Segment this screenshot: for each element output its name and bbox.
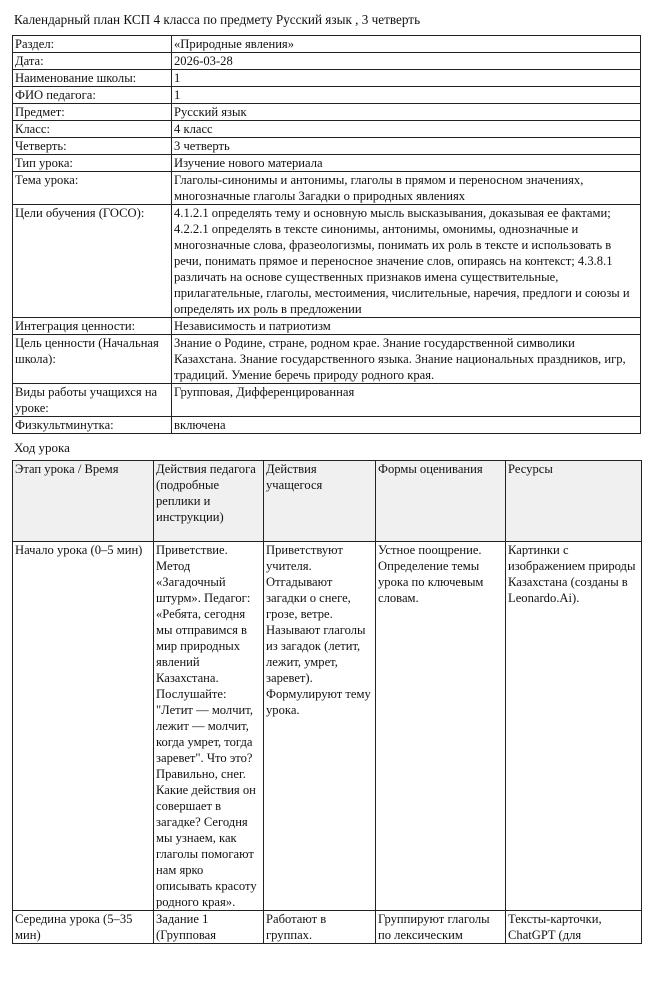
info-row bbox=[13, 121, 641, 138]
info-value: Групповая, Дифференцированная bbox=[172, 384, 641, 417]
info-value: 4.1.2.1 определять тему и основную мысль высказывания, доказывая ее фактами; 4.2.2.1 определять в тексте синонимы, антонимы, омонимы, однозначные и многозначные слова, фразеологизмы, понимать их роль в тексте и использовать в речи, понимать прямое и переносное значение слов, опираясь на контекст; 4.3.8.1 различать на основе существенных признаков имена существительные, прилагательные, глаголы, местоимения, числительные, наречия, предлоги и союзы и определять их роль в предложении bbox=[172, 205, 641, 318]
lesson-cell-assessment: Группируют глаголы по лексическим bbox=[376, 911, 506, 944]
info-row bbox=[13, 172, 641, 205]
info-value: Изучение нового материала bbox=[172, 155, 641, 172]
info-value: Русский язык bbox=[172, 104, 641, 121]
lesson-cell-resources: Картинки с изображением природы Казахстана (созданы в Leonardo.Ai). bbox=[506, 542, 642, 911]
info-value: Знание о Родине, стране, родном крае. Знание государственной символики Казахстана. Знание государственного языка. Знание национальных праздников, игр, традиций. Умение беречь природу родного края. bbox=[172, 335, 641, 384]
lesson-row bbox=[13, 542, 642, 911]
info-row bbox=[13, 318, 641, 335]
info-row bbox=[13, 70, 641, 87]
info-value: 3 четверть bbox=[172, 138, 641, 155]
info-row bbox=[13, 205, 641, 318]
lesson-cell-stage: Начало урока (0–5 мин) bbox=[13, 542, 154, 911]
info-label: Цель ценности (Начальная школа): bbox=[13, 335, 172, 384]
header-assessment: Формы оценивания bbox=[376, 461, 506, 542]
info-label: Четверть: bbox=[13, 138, 172, 155]
lesson-cell-resources: Тексты-карточки, ChatGPT (для bbox=[506, 911, 642, 944]
info-row bbox=[13, 104, 641, 121]
info-label: Тема урока: bbox=[13, 172, 172, 205]
lesson-row bbox=[13, 911, 642, 944]
info-row bbox=[13, 335, 641, 384]
lesson-table-header bbox=[13, 461, 642, 542]
page-title: Календарный план КСП 4 класса по предмету Русский язык , 3 четверть bbox=[14, 12, 421, 27]
lesson-cell-student: Приветствуют учителя. Отгадывают загадки о снеге, грозе, ветре. Называют глаголы из загадок (летит, лежит, умрет, заревет). Формулируют тему урока. bbox=[264, 542, 376, 911]
info-value: 4 класс bbox=[172, 121, 641, 138]
lesson-flow-table bbox=[12, 460, 642, 944]
info-label: Предмет: bbox=[13, 104, 172, 121]
info-label: Виды работы учащихся на уроке: bbox=[13, 384, 172, 417]
info-row bbox=[13, 384, 641, 417]
info-value: 2026-03-28 bbox=[172, 53, 641, 70]
info-row bbox=[13, 36, 641, 53]
lesson-info-table bbox=[12, 35, 641, 434]
lesson-cell-assessment: Устное поощрение. Определение темы урока по ключевым словам. bbox=[376, 542, 506, 911]
info-row bbox=[13, 417, 641, 434]
info-label: Раздел: bbox=[13, 36, 172, 53]
info-label: ФИО педагога: bbox=[13, 87, 172, 104]
lesson-cell-student: Работают в группах. bbox=[264, 911, 376, 944]
lesson-cell-stage: Середина урока (5–35 мин) bbox=[13, 911, 154, 944]
section-label: Ход урока bbox=[14, 440, 70, 455]
info-label: Класс: bbox=[13, 121, 172, 138]
info-label: Интеграция ценности: bbox=[13, 318, 172, 335]
info-value: 1 bbox=[172, 70, 641, 87]
header-student: Действия учащегося bbox=[264, 461, 376, 542]
info-value: включена bbox=[172, 417, 641, 434]
lesson-cell-teacher: Приветствие. Метод «Загадочный штурм». Педагог: «Ребята, сегодня мы отправимся в мир природных явлений Казахстана. Послушайте: "Летит — молчит, лежит — молчит, когда умрет, тогда заревет". Что это? Правильно, снег. Какие действия он совершает в загадке? Сегодня мы узнаем, как глаголы помогают нам ярко описывать красоту родного края». bbox=[154, 542, 264, 911]
info-row bbox=[13, 87, 641, 104]
info-row bbox=[13, 138, 641, 155]
info-value: 1 bbox=[172, 87, 641, 104]
header-teacher: Действия педагога (подробные реплики и инструкции) bbox=[154, 461, 264, 542]
info-value: Независимость и патриотизм bbox=[172, 318, 641, 335]
header-stage: Этап урока / Время bbox=[13, 461, 154, 542]
info-row bbox=[13, 155, 641, 172]
info-label: Дата: bbox=[13, 53, 172, 70]
info-value: «Природные явления» bbox=[172, 36, 641, 53]
info-label: Тип урока: bbox=[13, 155, 172, 172]
lesson-cell-teacher: Задание 1 (Групповая bbox=[154, 911, 264, 944]
info-label: Цели обучения (ГОСО): bbox=[13, 205, 172, 318]
info-row bbox=[13, 53, 641, 70]
info-value: Глаголы-синонимы и антонимы, глаголы в прямом и переносном значениях, многозначные глаголы Загадки о природных явлениях bbox=[172, 172, 641, 205]
info-label: Физкультминутка: bbox=[13, 417, 172, 434]
info-label: Наименование школы: bbox=[13, 70, 172, 87]
header-resources: Ресурсы bbox=[506, 461, 642, 542]
